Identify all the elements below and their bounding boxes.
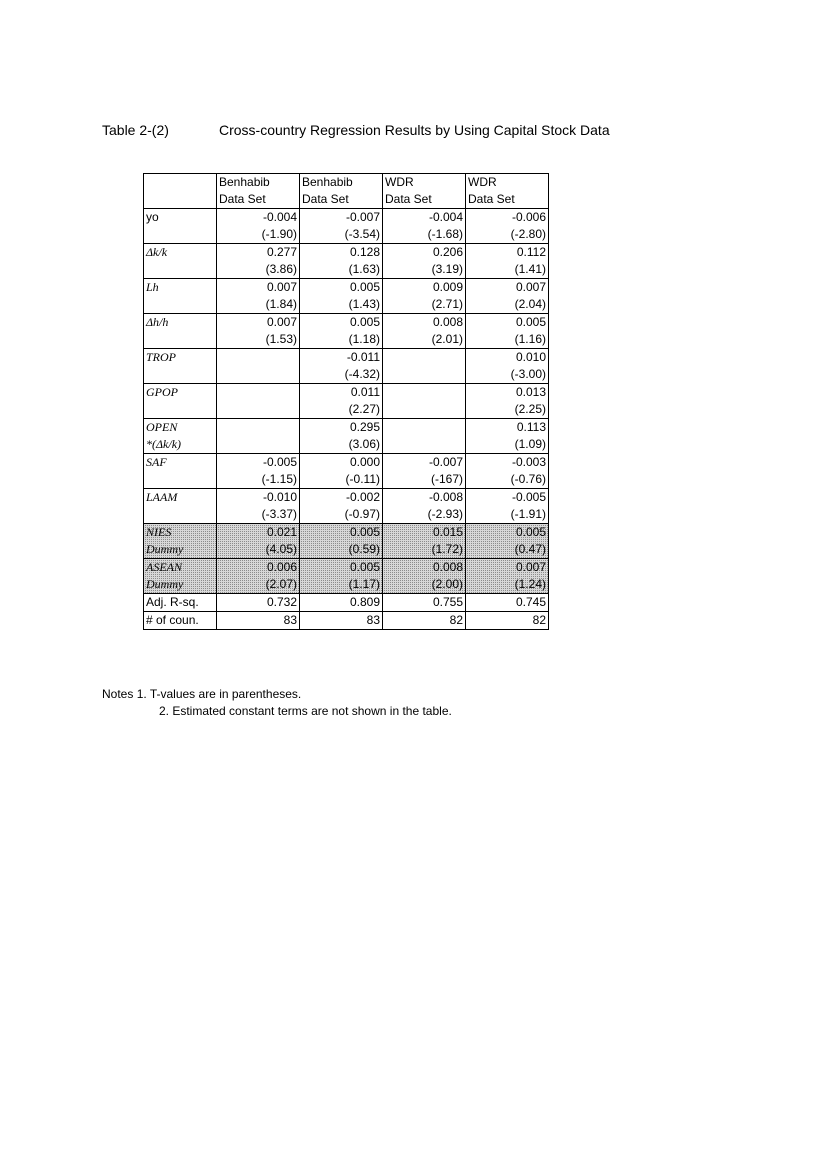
coefficient: 0.277 [266,245,297,259]
t-value: (1.24) [514,577,546,591]
coefficient: 0.009 [432,280,463,294]
coefficient: 0.005 [349,525,380,539]
value-cell [300,489,383,524]
t-value [385,401,463,418]
coefficient [385,349,463,366]
coefficient: 0.007 [515,280,546,294]
table-number: Table 2-(2) [102,122,169,138]
row-label-line: GPOP [146,385,178,399]
coefficient: 82 [532,613,546,627]
row-label-line: TROP [146,350,176,364]
t-value: (-1.68) [427,227,463,241]
coefficient: 82 [449,613,463,627]
t-value [219,436,297,453]
coefficient [219,384,297,401]
coefficient: 83 [283,613,297,627]
value-cell [217,454,300,489]
coefficient: 0.006 [266,560,297,574]
row-label-line: Dummy [146,542,184,556]
coefficient: 0.295 [349,420,380,434]
table-title: Cross-country Regression Results by Using Capital Stock Data [219,122,610,138]
row-label-line: Dummy [146,577,184,591]
t-value: (1.18) [348,332,380,346]
t-value: (-1.91) [510,507,546,521]
corner-cell [144,174,217,209]
t-value: (2.00) [431,577,463,591]
value-cell [217,384,300,419]
row-label [144,314,217,349]
t-value [219,366,297,383]
value-cell [383,594,466,612]
coefficient: -0.005 [262,455,297,469]
t-value: (1.17) [348,577,380,591]
value-cell [300,314,383,349]
t-value: (1.09) [514,437,546,451]
value-cell [466,209,549,244]
value-cell [383,314,466,349]
value-cell [466,419,549,454]
coefficient: 0.007 [266,280,297,294]
coefficient: 0.755 [432,595,463,609]
header-line: Data Set [385,192,432,206]
table-caption [102,122,610,138]
table-row [144,384,549,419]
value-cell [217,524,300,559]
t-value: (1.41) [514,262,546,276]
t-value: (1.84) [265,297,297,311]
table-row [144,244,549,279]
column-header [300,174,383,209]
value-cell [383,244,466,279]
row-label [144,419,217,454]
t-value [385,436,463,453]
table-row [144,314,549,349]
header-line: WDR [468,175,497,189]
value-cell [466,612,549,630]
value-cell [217,489,300,524]
coefficient: 0.113 [516,420,546,434]
coefficient: -0.004 [428,210,463,224]
value-cell [300,559,383,594]
value-cell [383,489,466,524]
t-value: (1.43) [348,297,380,311]
t-value: (1.72) [431,542,463,556]
t-value: (-3.37) [261,507,297,521]
value-cell [300,209,383,244]
header-line: Data Set [219,192,266,206]
header-line: Benhabib [302,175,353,189]
row-label-line: # of coun. [146,613,199,627]
t-value: (2.27) [348,402,380,416]
value-cell [300,419,383,454]
row-label-line: Δh/h [146,315,169,329]
coefficient: 0.005 [349,280,380,294]
t-value: (2.07) [265,577,297,591]
note-text: 1. T-values are in parentheses. [136,687,302,701]
t-value: (-3.00) [510,367,546,381]
header-line: Benhabib [219,175,270,189]
coefficient [219,419,297,436]
value-cell [466,349,549,384]
t-value: (-0.97) [344,507,380,521]
value-cell [383,349,466,384]
table-row [144,489,549,524]
row-label-line: Δk/k [146,245,168,259]
coefficient: 0.000 [349,455,380,469]
coefficient: 83 [366,613,380,627]
t-value: (2.01) [431,332,463,346]
table-row [144,419,549,454]
row-label-line: yo [146,210,159,224]
coefficient: -0.002 [345,490,380,504]
coefficient: 0.011 [350,385,380,399]
table-row [144,209,549,244]
value-cell [217,244,300,279]
t-value: (0.59) [348,542,380,556]
value-cell [217,612,300,630]
value-cell [383,524,466,559]
value-cell [217,419,300,454]
coefficient: -0.006 [511,210,546,224]
coefficient: 0.809 [349,595,380,609]
value-cell [383,612,466,630]
row-label [144,489,217,524]
coefficient: 0.008 [432,560,463,574]
value-cell [466,454,549,489]
table-row [144,454,549,489]
header-line: Data Set [302,192,349,206]
table-row [144,524,549,559]
t-value: (-2.93) [427,507,463,521]
t-value: (4.05) [265,542,297,556]
t-value: (-4.32) [344,367,380,381]
t-value: (-2.80) [510,227,546,241]
coefficient: 0.112 [516,245,546,259]
coefficient: 0.021 [266,525,297,539]
row-label-line: Lh [146,280,159,294]
value-cell [217,349,300,384]
value-cell [217,314,300,349]
value-cell [383,419,466,454]
value-cell [383,209,466,244]
coefficient [385,384,463,401]
regression-table [143,173,549,630]
row-label [144,612,217,630]
column-header [383,174,466,209]
row-label [144,384,217,419]
table-body [144,209,549,630]
t-value: (-167) [430,472,463,486]
coefficient: 0.013 [515,385,546,399]
value-cell [300,349,383,384]
row-label [144,209,217,244]
value-cell [466,594,549,612]
value-cell [300,612,383,630]
value-cell [466,244,549,279]
t-value: (-0.11) [345,472,380,486]
row-label-line: NIES [146,525,172,539]
row-label [144,279,217,314]
t-value: (1.16) [514,332,546,346]
table-row [144,279,549,314]
table-row [144,594,549,612]
table-row [144,559,549,594]
t-value: (2.71) [431,297,463,311]
value-cell [300,244,383,279]
row-label [144,594,217,612]
value-cell [217,559,300,594]
row-label-line: *(Δk/k) [146,437,182,451]
row-label-line: Adj. R-sq. [146,595,199,609]
value-cell [466,489,549,524]
value-cell [300,594,383,612]
value-cell [383,384,466,419]
coefficient: -0.008 [428,490,463,504]
row-label [144,244,217,279]
notes-prefix: Notes [102,687,134,701]
coefficient: 0.732 [266,595,297,609]
header-row [144,174,549,209]
coefficient: 0.206 [432,245,463,259]
coefficient: -0.003 [511,455,546,469]
t-value: (3.06) [348,437,380,451]
table-row [144,612,549,630]
row-label [144,524,217,559]
coefficient: -0.011 [346,350,380,364]
coefficient: 0.005 [515,525,546,539]
t-value: (2.04) [514,297,546,311]
value-cell [217,594,300,612]
coefficient: -0.004 [262,210,297,224]
coefficient: -0.010 [262,490,297,504]
t-value: (-1.15) [261,472,297,486]
column-header [217,174,300,209]
value-cell [300,279,383,314]
value-cell [466,279,549,314]
coefficient: 0.007 [515,560,546,574]
coefficient: 0.005 [349,315,380,329]
row-label-line: LAAM [146,490,178,504]
value-cell [383,559,466,594]
value-cell [383,454,466,489]
value-cell [383,279,466,314]
value-cell [217,279,300,314]
coefficient: -0.007 [345,210,380,224]
header-line: WDR [385,175,414,189]
t-value: (-1.90) [261,227,297,241]
coefficient: 0.008 [432,315,463,329]
value-cell [300,524,383,559]
coefficient: -0.005 [511,490,546,504]
t-value: (1.53) [265,332,297,346]
t-value: (2.25) [514,402,546,416]
t-value: (3.19) [431,262,463,276]
value-cell [466,384,549,419]
t-value: (1.63) [348,262,380,276]
coefficient: 0.745 [515,595,546,609]
value-cell [300,384,383,419]
row-label [144,559,217,594]
t-value: (0.47) [514,542,546,556]
t-value [385,366,463,383]
row-label-line: ASEAN [146,560,182,574]
header-line: Data Set [468,192,515,206]
value-cell [466,314,549,349]
t-value: (3.86) [265,262,297,276]
value-cell [300,454,383,489]
t-value: (-0.76) [510,472,546,486]
value-cell [466,559,549,594]
row-label [144,349,217,384]
row-label [144,454,217,489]
note-text: 2. Estimated constant terms are not shown in the table. [159,704,452,718]
table-notes [102,686,452,720]
table-row [144,349,549,384]
note-2 [102,703,452,720]
t-value: (-3.54) [344,227,380,241]
coefficient: 0.015 [432,525,463,539]
coefficient: 0.007 [266,315,297,329]
value-cell [466,524,549,559]
note-1 [102,686,452,703]
coefficient [385,419,463,436]
row-label-line: SAF [146,455,167,469]
coefficient: 0.010 [515,350,546,364]
coefficient: 0.005 [349,560,380,574]
row-label-line: OPEN [146,420,178,434]
coefficient: 0.128 [349,245,380,259]
t-value [219,401,297,418]
column-header [466,174,549,209]
value-cell [217,209,300,244]
coefficient [219,349,297,366]
coefficient: 0.005 [515,315,546,329]
coefficient: -0.007 [428,455,463,469]
